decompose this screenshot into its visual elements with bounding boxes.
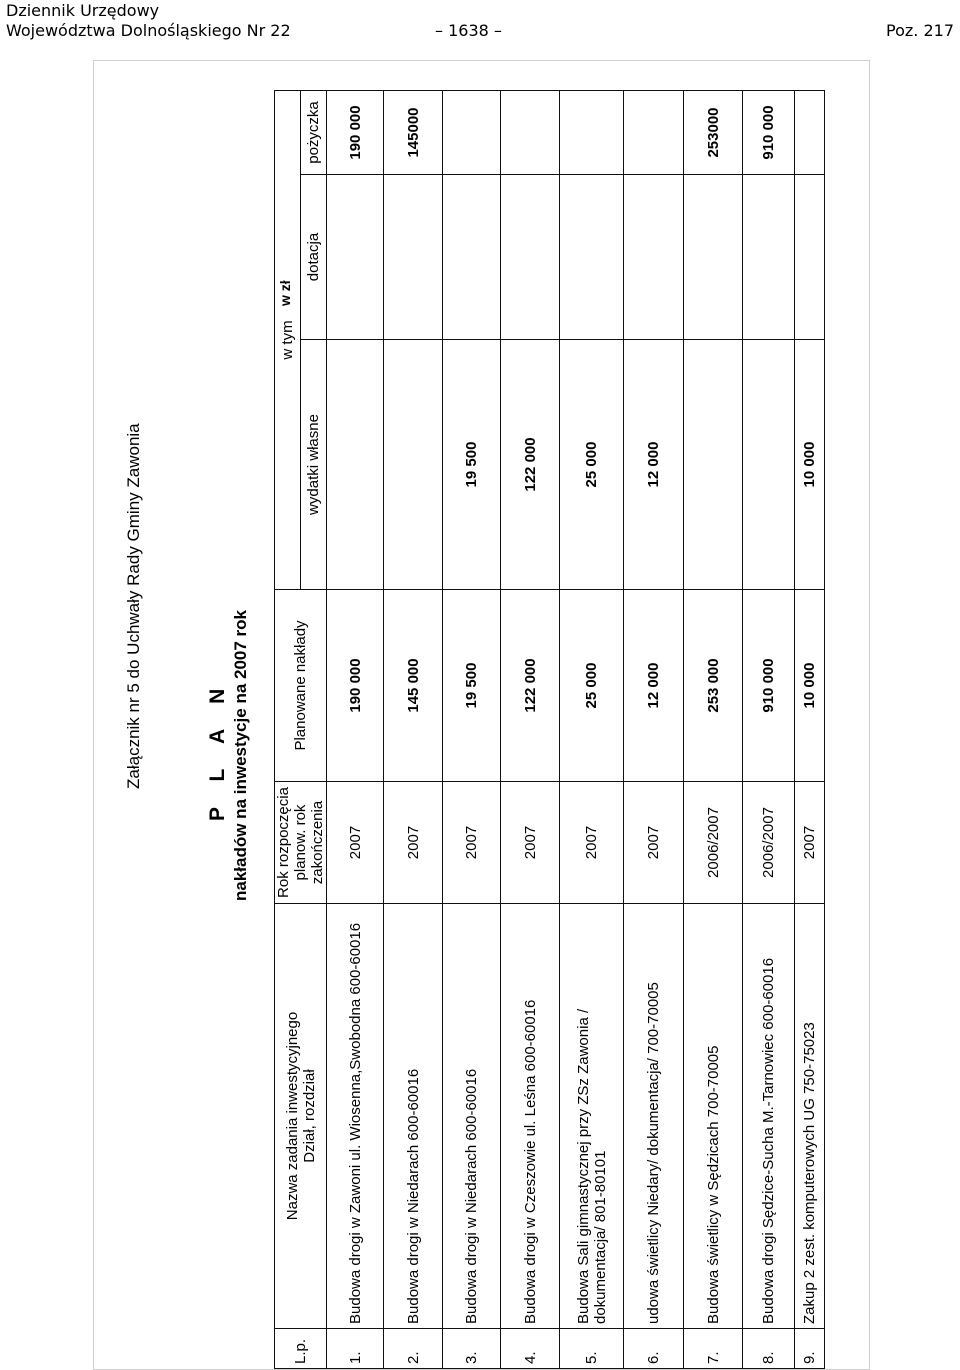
col-loan: pożyczka <box>301 91 327 175</box>
col-year-line1: Rok rozpoczęcia <box>275 787 292 898</box>
row-loan: 190 000 <box>327 91 384 175</box>
page-number: – 1638 – <box>435 21 502 40</box>
row-grant <box>624 175 684 340</box>
row-loan <box>624 91 684 175</box>
col-in-which: w tym <box>275 91 301 590</box>
row-lp: 5. <box>560 1329 624 1369</box>
row-planned: 145 000 <box>384 590 443 782</box>
row-task: Budowa drogi w Niedarach 600-60016 <box>384 904 443 1329</box>
table-row <box>624 91 684 1369</box>
row-grant <box>684 175 743 340</box>
col-task-line2: Dział, rozdział <box>300 1069 318 1163</box>
row-year: 2007 <box>327 782 384 904</box>
table-row <box>501 91 560 1369</box>
row-own: 25 000 <box>560 340 624 590</box>
row-planned: 253 000 <box>684 590 743 782</box>
investment-table <box>274 90 825 1369</box>
row-task: Budowa drogi w Niedarach 600-60016 <box>443 904 501 1329</box>
row-own <box>743 340 795 590</box>
position-number: Poz. 217 <box>886 21 954 40</box>
row-planned: 910 000 <box>743 590 795 782</box>
row-own <box>684 340 743 590</box>
table-row <box>443 91 501 1369</box>
row-planned: 25 000 <box>560 590 624 782</box>
table-row <box>384 91 443 1369</box>
col-task-line1: Nazwa zadania inwestycyjnego <box>283 1011 301 1221</box>
scanned-document <box>93 60 870 1370</box>
journal-title: Dziennik Urzędowy <box>6 1 160 20</box>
table-row <box>743 91 795 1369</box>
row-task: Budowa świetlicy w Sędzicach 700-70005 <box>684 904 743 1329</box>
row-loan: 145000 <box>384 91 443 175</box>
row-own <box>384 340 443 590</box>
row-year: 2007 <box>384 782 443 904</box>
row-lp: 2. <box>384 1329 443 1369</box>
row-own: 10 000 <box>795 340 825 590</box>
row-task: Budowa drogi w Zawoni ul. Wiosenna,Swobodna 600-60016 <box>327 904 384 1329</box>
row-year: 2006/2007 <box>743 782 795 904</box>
row-grant <box>560 175 624 340</box>
col-lp: L.p. <box>275 1329 327 1369</box>
row-year: 2007 <box>624 782 684 904</box>
row-lp: 4. <box>501 1329 560 1369</box>
row-task: Budowa Sali gimnastycznej przy ZSz Zawonia / dokumentacja/ 801-80101 <box>560 904 624 1329</box>
row-own: 19 500 <box>443 340 501 590</box>
row-loan <box>443 91 501 175</box>
col-grant: dotacja <box>301 175 327 340</box>
row-task: udowa świetlicy Niedary/ dokumentacja/ 700-70005 <box>624 904 684 1329</box>
row-lp: 8. <box>743 1329 795 1369</box>
plan-title: P L A N <box>206 678 229 821</box>
row-task: Budowa drogi Sędzice-Sucha M.-Tarnowiec 600-60016 <box>743 904 795 1329</box>
row-own: 122 000 <box>501 340 560 590</box>
plan-subtitle: nakładów na inwestycje na 2007 rok <box>231 609 250 901</box>
row-own <box>327 340 384 590</box>
row-planned: 190 000 <box>327 590 384 782</box>
row-year: 2007 <box>560 782 624 904</box>
row-loan <box>501 91 560 175</box>
col-year <box>275 782 327 904</box>
rotated-page <box>94 61 869 1369</box>
row-lp: 6. <box>624 1329 684 1369</box>
row-grant <box>501 175 560 340</box>
row-lp: 9. <box>795 1329 825 1369</box>
row-planned: 12 000 <box>624 590 684 782</box>
row-own: 12 000 <box>624 340 684 590</box>
table-row <box>327 91 384 1369</box>
row-year: 2007 <box>501 782 560 904</box>
row-loan: 253000 <box>684 91 743 175</box>
row-planned: 10 000 <box>795 590 825 782</box>
row-grant <box>443 175 501 340</box>
col-planned: Planowane nakłady <box>275 590 327 782</box>
row-loan <box>560 91 624 175</box>
row-lp: 7. <box>684 1329 743 1369</box>
col-own: wydatki własne <box>301 340 327 590</box>
col-task <box>275 904 327 1329</box>
row-year: 2007 <box>443 782 501 904</box>
unit-label: w zł <box>277 280 293 306</box>
row-year: 2007 <box>795 782 825 904</box>
row-lp: 1. <box>327 1329 384 1369</box>
row-task: Zakup 2 zest. komputerowych UG 750-75023 <box>795 904 825 1329</box>
row-planned: 19 500 <box>443 590 501 782</box>
header-row <box>275 91 301 1369</box>
table-row <box>795 91 825 1369</box>
row-grant <box>795 175 825 340</box>
table-row <box>560 91 624 1369</box>
row-lp: 3. <box>443 1329 501 1369</box>
row-year: 2006/2007 <box>684 782 743 904</box>
row-grant <box>743 175 795 340</box>
journal-subtitle: Województwa Dolnośląskiego Nr 22 <box>6 21 291 40</box>
row-task: Budowa drogi w Czeszowie ul. Leśna 600-60016 <box>501 904 560 1329</box>
attachment-caption: Załącznik nr 5 do Uchwały Rady Gminy Zawonia <box>124 423 143 789</box>
row-grant <box>327 175 384 340</box>
row-loan: 910 000 <box>743 91 795 175</box>
row-planned: 122 000 <box>501 590 560 782</box>
row-grant <box>384 175 443 340</box>
page-header <box>0 0 960 44</box>
table-row <box>684 91 743 1369</box>
row-loan <box>795 91 825 175</box>
col-year-line2: planow. rok zakończenia <box>292 800 326 885</box>
